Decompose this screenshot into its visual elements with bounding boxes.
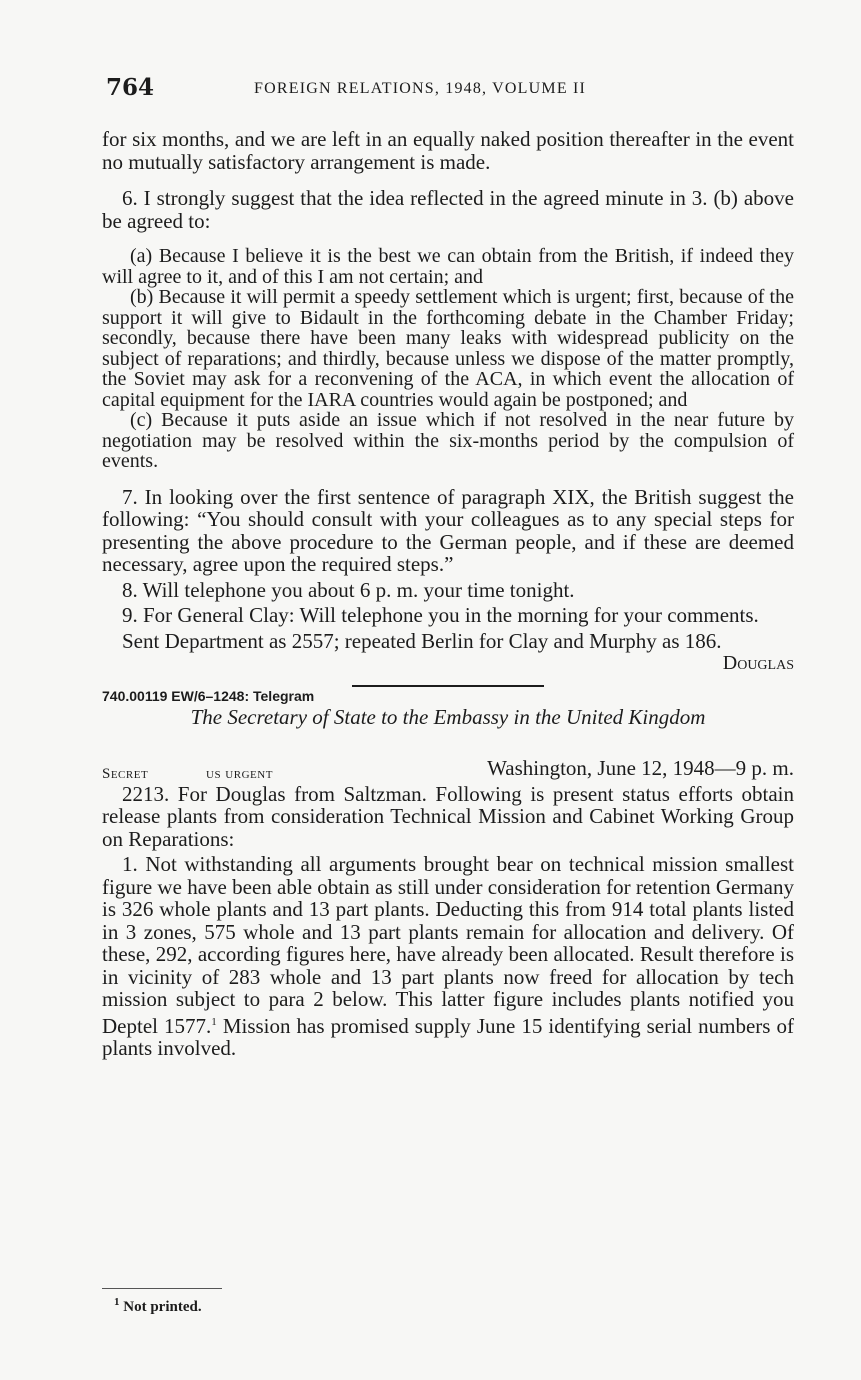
footnote: [114, 1296, 202, 1316]
page-number: 764: [106, 74, 155, 101]
continuation-paragraph: for six months, and we are left in an equally naked position thereafter in the event no mutually satisfactory arrangement is made.: [102, 127, 794, 174]
file-number: 740.00119 EW/6–1248: Telegram: [102, 687, 315, 704]
classification-label: Secret: [102, 765, 149, 782]
telegram-paragraph-1-text: 1. Not withstanding all arguments brought bear on technical mission smallest figure we have been able obtain as still under consideration for retention Germany is 326 whole plants and 13 part plants. Deducting this from 914 total plants listed in 3 zones, 575 whole and 13 part plants remain for allocation and delivery. Of these, 292, according figures here, have already been allocated. Result therefore is in vicinity of 283 whole and 13 part plants now freed for allocation by tech mission subject to para 2 below. This latter figure includes plants notified you Deptel 1577.: [102, 852, 794, 1038]
paragraph-6: 6. I strongly suggest that the idea reflected in the agreed minute in 3. (b) above be agreed to:: [102, 186, 794, 233]
document-title: The Secretary of State to the Embassy in the United Kingdom: [190, 704, 706, 729]
telegram-paragraph-1: [102, 853, 794, 1060]
paragraph-7: 7. In looking over the first sentence of paragraph XIX, the British suggest the following: “You should consult with your colleagues as to any special steps for presenting the above procedure to the German people, and if these are deemed necessary, agree upon the required steps.”: [102, 484, 794, 576]
footnote-marker: 1: [114, 1296, 120, 1308]
dateline: Washington, June 12, 1948—9 p. m.: [487, 755, 794, 780]
paragraph-6a: (a) Because I believe it is the best we can obtain from the British, if indeed they will agree to it, and of this I am not certain; and: [102, 245, 794, 288]
sent-line: Sent Department as 2557; repeated Berlin for Clay and Murphy as 186.: [122, 628, 722, 653]
telegram-header: [102, 757, 794, 783]
footnote-text: Not printed.: [119, 1299, 202, 1315]
telegram-intro: 2213. For Douglas from Saltzman. Following is present status efforts obtain release plants from consideration Technical Mission and Cabinet Working Group on Reparations:: [102, 781, 794, 851]
document-body: [102, 128, 794, 1060]
paragraph-8: 8. Will telephone you about 6 p. m. your time tonight.: [122, 577, 575, 602]
telegram-paragraph-1-end: Mission has promised supply June 15 identifying serial numbers of plants involved.: [102, 1013, 794, 1060]
paragraph-9: 9. For General Clay: Will telephone you in the morning for your comments.: [122, 603, 759, 627]
footnote-divider: [102, 1288, 222, 1289]
signature: Douglas: [722, 652, 794, 674]
paragraph-6c: (c) Because it puts aside an issue which if not resolved in the near future by negotiation may be resolved within the six-months period by the compulsion of events.: [102, 409, 794, 472]
running-title: FOREIGN RELATIONS, 1948, VOLUME II: [254, 80, 587, 97]
footnote-reference: 1: [211, 1015, 217, 1028]
paragraph-6b: (b) Because it will permit a speedy settlement which is urgent; first, because of the support it will give to Bidault in the forthcoming debate in the Chamber Friday; secondly, because there have been many leaks with widespread publicity on the subject of reparations; and thirdly, because unless we dispose of the matter promptly, the Soviet may ask for a reconvening of the ACA, in which event the allocation of capital equipment for the IARA countries would again be postponed; and: [102, 286, 794, 411]
running-head: [106, 74, 796, 108]
priority-label: us urgent: [206, 765, 273, 782]
